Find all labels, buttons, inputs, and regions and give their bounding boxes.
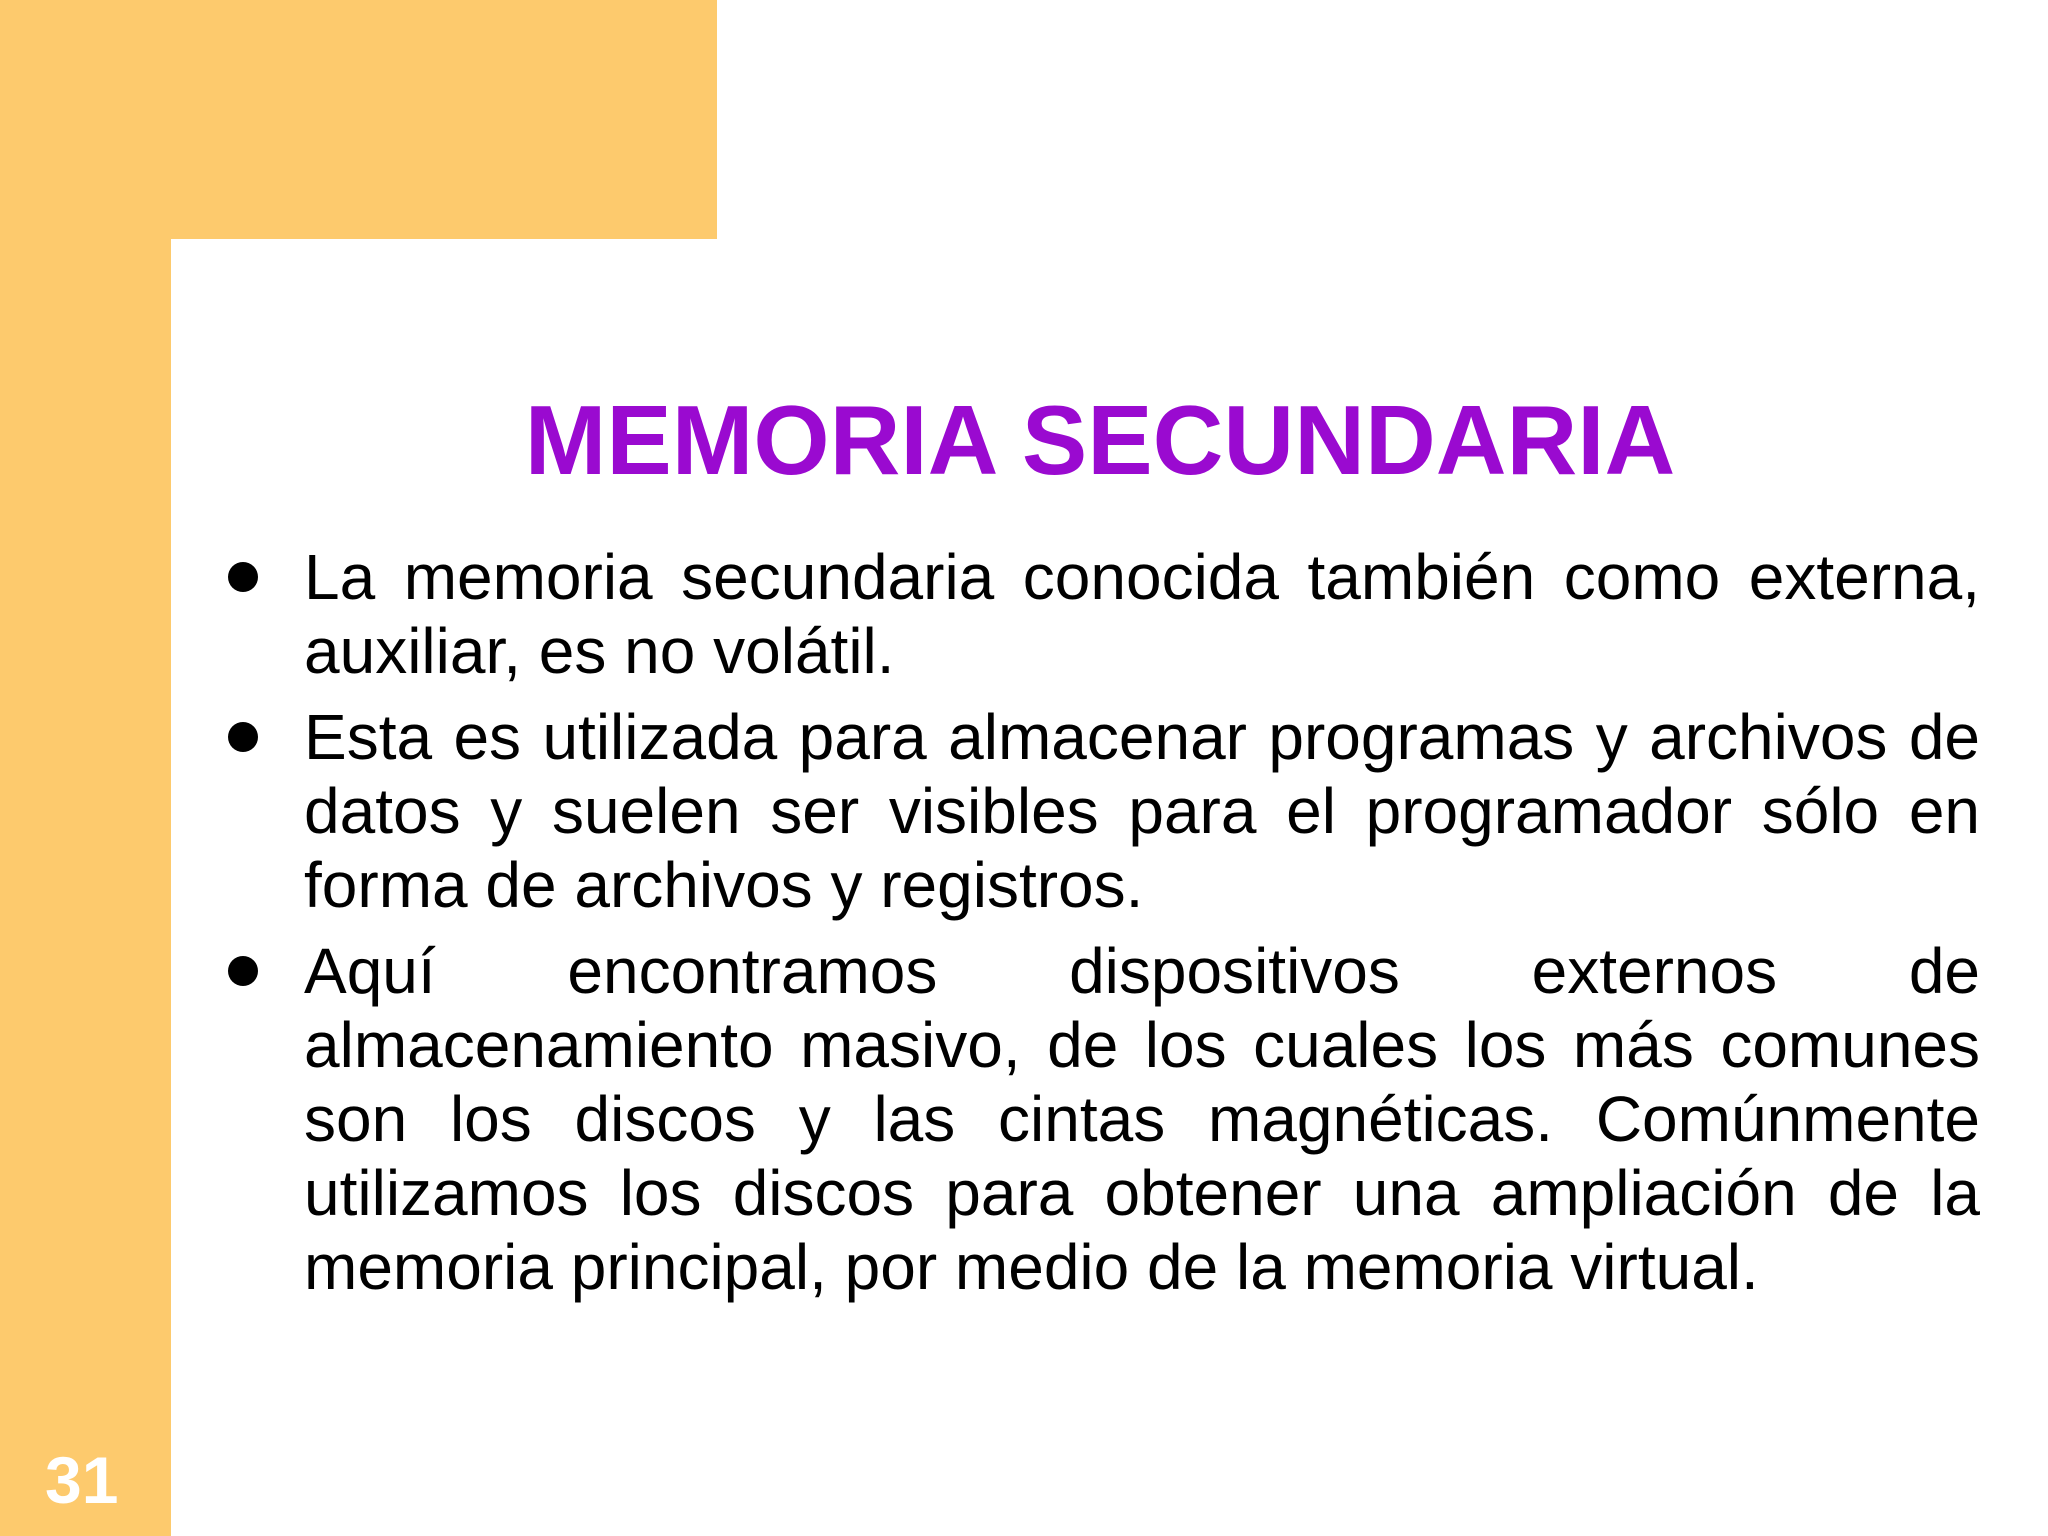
- top-accent-block: [0, 0, 717, 239]
- slide-number: 31: [45, 1443, 119, 1517]
- slide-title: MEMORIA SECUNDARIA: [524, 385, 1676, 495]
- bullet-dot-icon: [228, 562, 258, 592]
- bullet-item: [220, 540, 1980, 688]
- bullet-item: [220, 700, 1980, 922]
- bullet-dot-icon: [228, 722, 258, 752]
- bullet-text: Esta es utilizada para almacenar programas y archivos de datos y suelen ser visibles para el programador sólo en forma de archivos y registros.: [304, 701, 1980, 921]
- bullet-text: La memoria secundaria conocida también como externa, auxiliar, es no volátil.: [304, 541, 1980, 687]
- bullet-item: [220, 934, 1980, 1304]
- bullet-text: Aquí encontramos dispositivos externos de almacenamiento masivo, de los cuales los más comunes son los discos y las cintas magnéticas. Comúnmente utilizamos los discos para obtener una ampliación de la memoria principal, por medio de la memoria virtual.: [304, 935, 1980, 1303]
- bullet-list: [220, 540, 1980, 1316]
- bullet-dot-icon: [228, 956, 258, 986]
